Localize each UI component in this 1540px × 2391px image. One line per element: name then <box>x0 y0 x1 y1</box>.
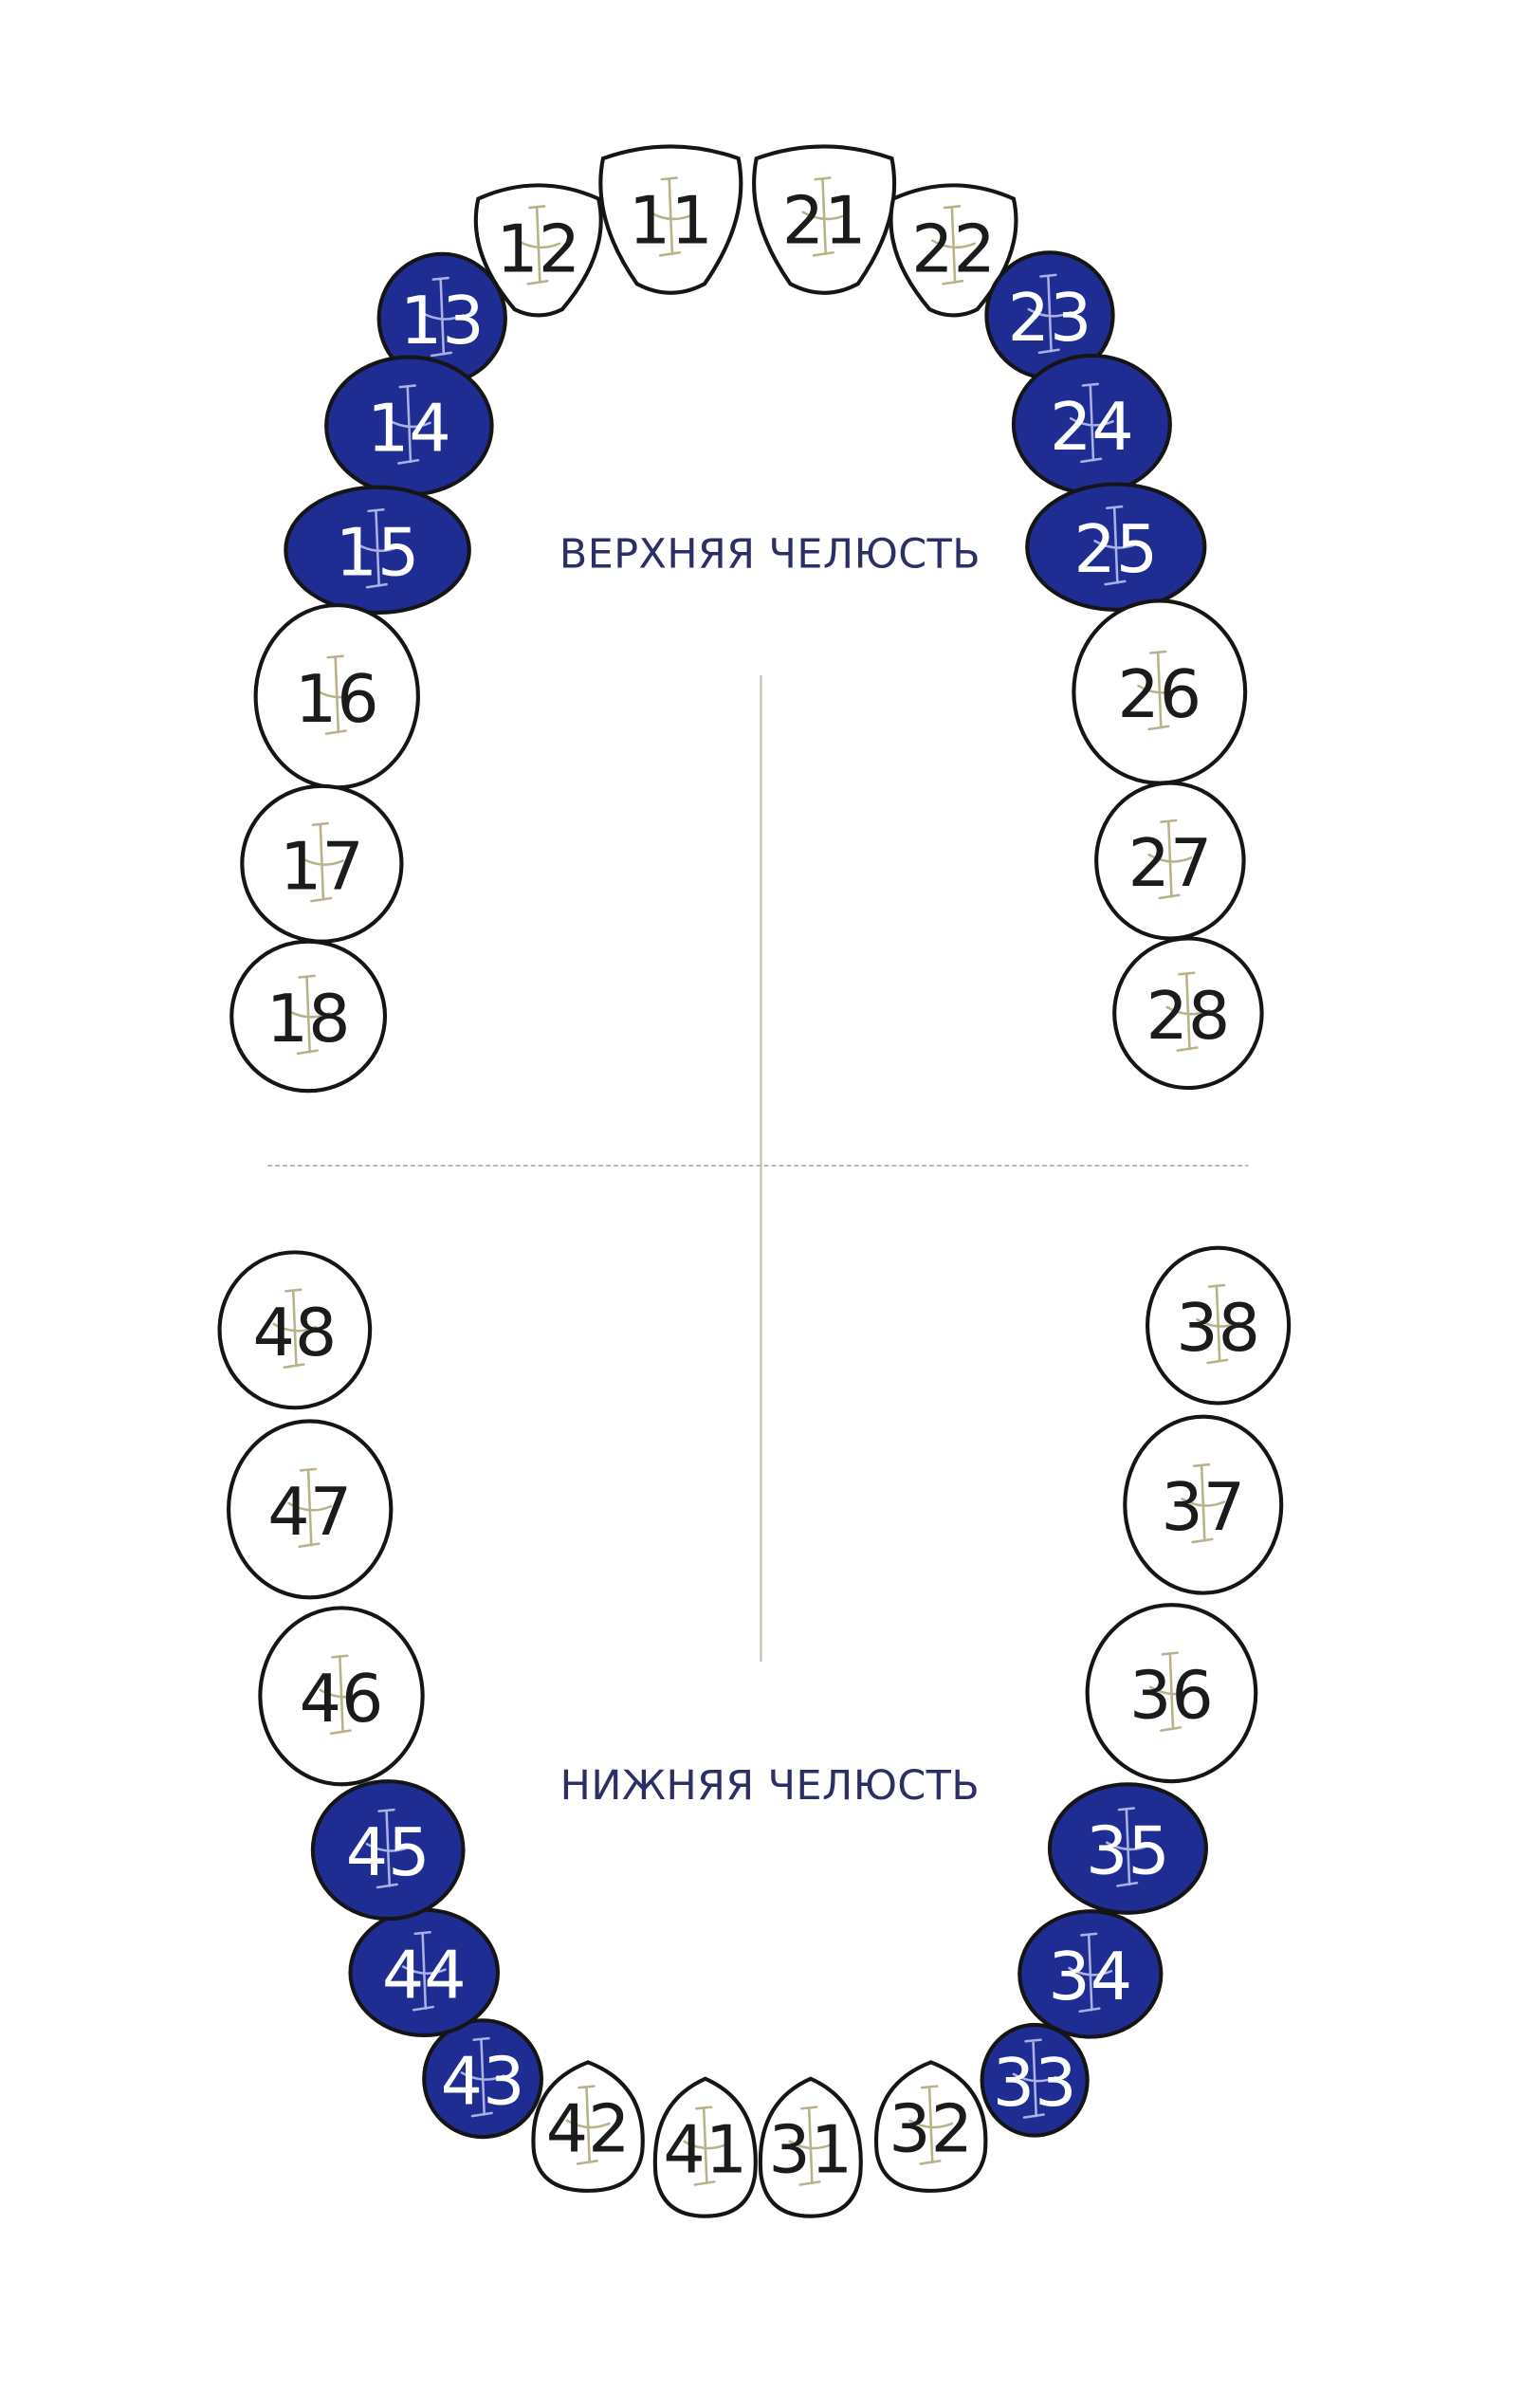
tooth-24-number: 24 <box>1049 389 1134 466</box>
tooth-17-number: 17 <box>279 828 364 906</box>
tooth-27-number: 27 <box>1128 825 1213 903</box>
tooth-14-number: 14 <box>366 390 451 468</box>
tooth-18-number: 18 <box>266 981 351 1058</box>
tooth-14[interactable] <box>326 358 491 495</box>
teeth-group <box>220 146 1290 2216</box>
tooth-25-number: 25 <box>1073 511 1159 589</box>
tooth-26[interactable] <box>1073 600 1245 782</box>
tooth-23-number: 23 <box>1007 280 1092 357</box>
tooth-42-number: 42 <box>545 2090 631 2168</box>
tooth-38[interactable] <box>1147 1248 1289 1404</box>
tooth-43-number: 43 <box>440 2043 525 2121</box>
tooth-36-number: 36 <box>1129 1657 1214 1735</box>
tooth-28-number: 28 <box>1146 978 1231 1055</box>
tooth-16-number: 16 <box>294 661 379 738</box>
lower-jaw-label: НИЖНЯЯ ЧЕЛЮСТЬ <box>559 1763 981 1811</box>
tooth-27[interactable] <box>1096 783 1243 939</box>
tooth-15[interactable] <box>285 487 468 613</box>
tooth-32[interactable] <box>876 2062 985 2191</box>
tooth-34[interactable] <box>1019 1911 1161 2036</box>
tooth-37[interactable] <box>1125 1417 1281 1593</box>
tooth-47-number: 47 <box>267 1474 353 1551</box>
tooth-34-number: 34 <box>1048 1939 1133 2015</box>
tooth-37-number: 37 <box>1161 1469 1246 1547</box>
tooth-35[interactable] <box>1050 1784 1206 1913</box>
tooth-12-number: 12 <box>496 211 581 288</box>
tooth-46[interactable] <box>260 1608 422 1784</box>
tooth-26-number: 26 <box>1117 656 1202 734</box>
tooth-28[interactable] <box>1114 938 1261 1088</box>
tooth-38-number: 38 <box>1176 1290 1261 1368</box>
tooth-36[interactable] <box>1088 1605 1256 1781</box>
tooth-48[interactable] <box>220 1252 371 1407</box>
tooth-24[interactable] <box>1014 356 1170 493</box>
tooth-11[interactable] <box>600 146 741 292</box>
tooth-15-number: 15 <box>335 514 420 592</box>
tooth-43[interactable] <box>424 2020 541 2137</box>
tooth-21[interactable] <box>754 146 894 292</box>
upper-jaw-label: ВЕРХНЯЯ ЧЕЛЮСТЬ <box>559 531 981 579</box>
tooth-35-number: 35 <box>1086 1812 1170 1890</box>
tooth-44-number: 44 <box>381 1937 467 2014</box>
tooth-47[interactable] <box>229 1421 391 1597</box>
tooth-41-number: 41 <box>663 2111 748 2189</box>
tooth-13-number: 13 <box>399 283 485 360</box>
tooth-16[interactable] <box>256 605 418 787</box>
tooth-17[interactable] <box>242 786 401 942</box>
tooth-46-number: 46 <box>299 1661 384 1738</box>
tooth-48-number: 48 <box>252 1295 338 1371</box>
tooth-22-number: 22 <box>911 211 996 288</box>
tooth-41[interactable] <box>655 2079 756 2216</box>
tooth-45[interactable] <box>313 1781 464 1919</box>
tooth-21-number: 21 <box>781 182 867 260</box>
tooth-31-number: 31 <box>768 2111 853 2189</box>
tooth-33[interactable] <box>982 2025 1088 2136</box>
tooth-44[interactable] <box>351 1910 498 2035</box>
tooth-18[interactable] <box>231 942 385 1092</box>
tooth-45-number: 45 <box>345 1814 431 1892</box>
tooth-11-number: 11 <box>628 182 713 260</box>
tooth-32-number: 32 <box>889 2090 974 2168</box>
tooth-31[interactable] <box>761 2079 861 2216</box>
tooth-42[interactable] <box>533 2062 642 2191</box>
tooth-33-number: 33 <box>992 2045 1077 2122</box>
